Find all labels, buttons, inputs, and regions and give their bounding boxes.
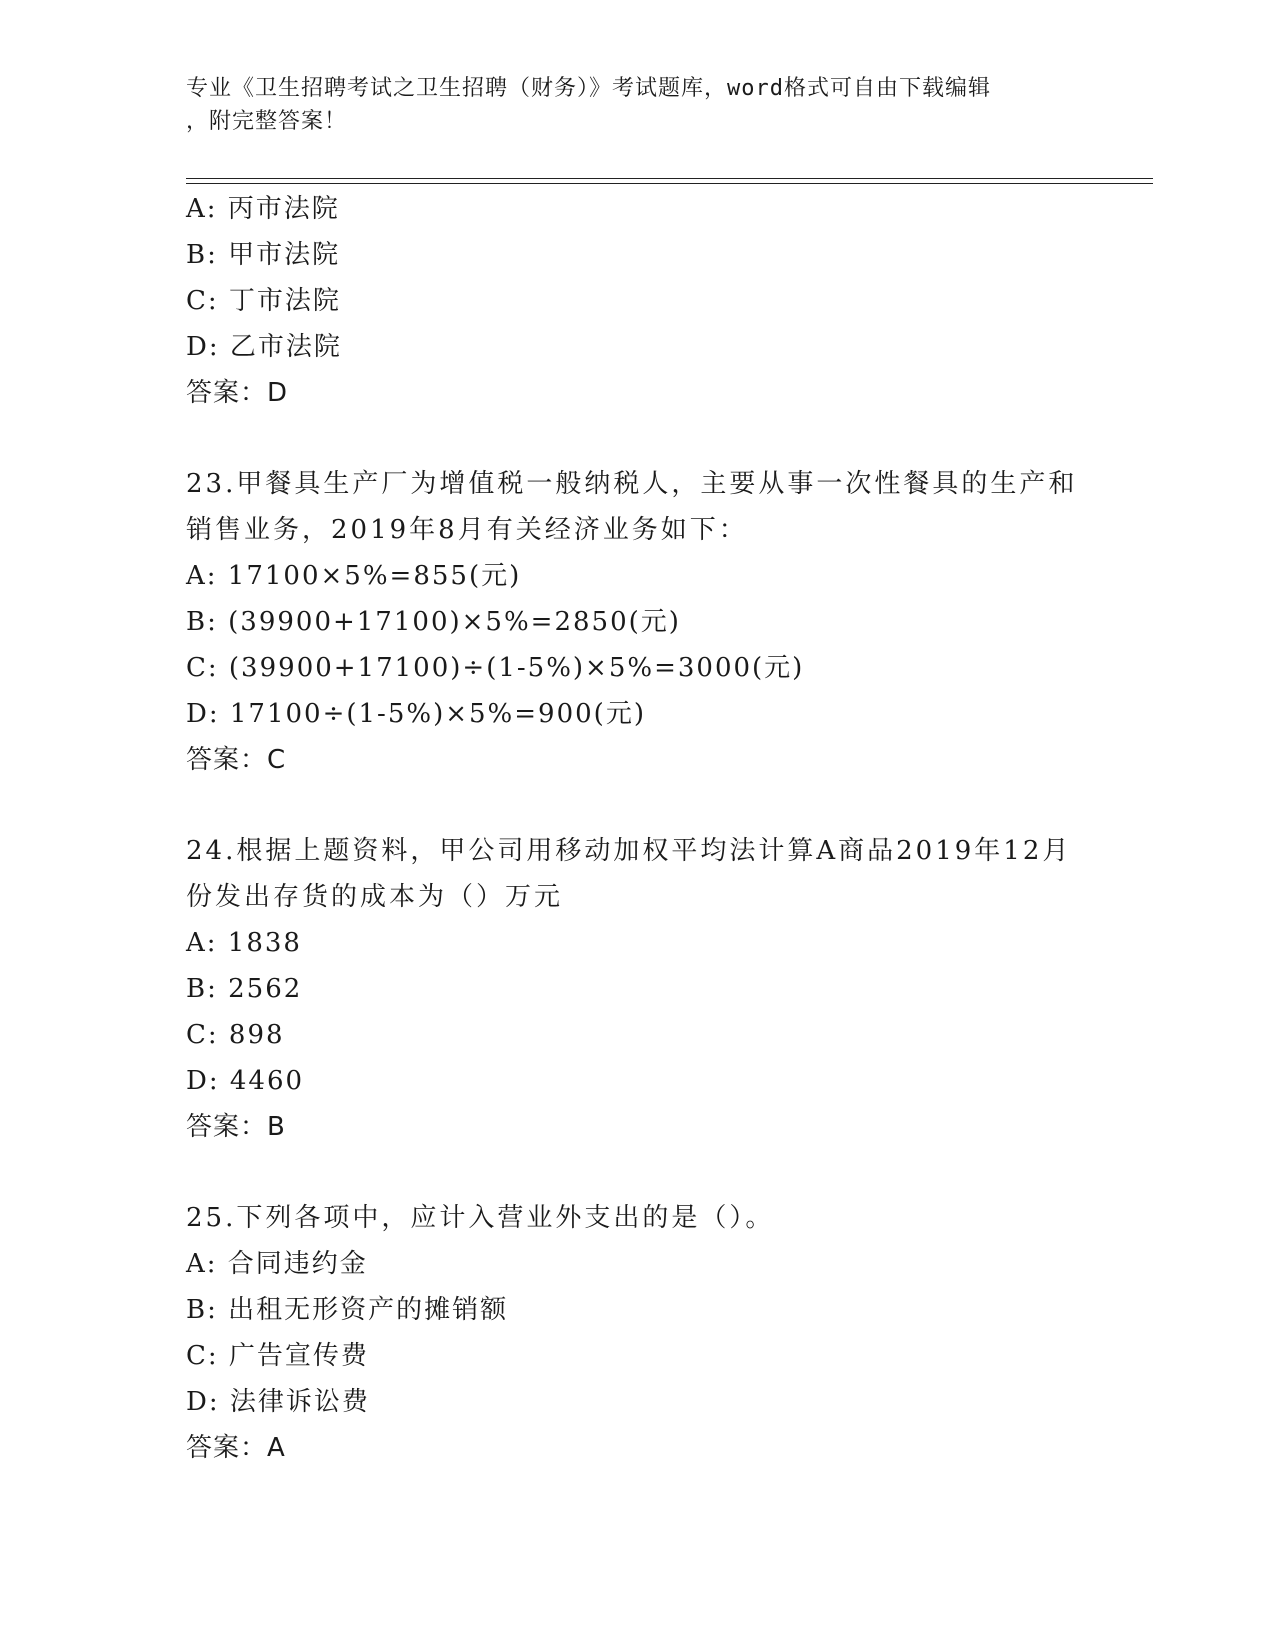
option-a: A: 1838 (186, 928, 302, 958)
question-24 (186, 828, 1086, 1150)
option-a: A: 17100×5%=855(元) (186, 561, 522, 591)
spacer (186, 1150, 1086, 1195)
question-stem-line1: 25.下列各项中，应计入营业外支出的是（）。 (186, 1203, 775, 1233)
option-d: D: 法律诉讼费 (186, 1387, 370, 1417)
option-d: D: 4460 (186, 1066, 305, 1096)
header-divider-bottom (186, 183, 1153, 184)
option-d: D: 17100÷(1-5%)×5%=900(元) (186, 699, 646, 729)
option-c: C: 丁市法院 (186, 286, 341, 316)
question-stem-line1: 24.根据上题资料，甲公司用移动加权平均法计算A商品2019年12月 (186, 836, 1072, 866)
option-d: D: 乙市法院 (186, 332, 342, 362)
question-stem-line2: 份发出存货的成本为（）万元 (186, 882, 564, 912)
header-title-line1: 专业《卫生招聘考试之卫生招聘（财务）》考试题库，word格式可自由下载编辑 (186, 76, 991, 101)
question-22 (186, 186, 1086, 416)
spacer (186, 416, 1086, 461)
question-25 (186, 1195, 1086, 1471)
question-23 (186, 461, 1086, 783)
option-b: B: 出租无形资产的摊销额 (186, 1295, 509, 1325)
answer-line: 答案：B (186, 1112, 286, 1142)
header-divider-top (186, 178, 1153, 179)
option-b: B: (39900+17100)×5%=2850(元) (186, 607, 681, 637)
question-stem-line2: 销售业务，2019年8月有关经济业务如下： (186, 515, 748, 545)
option-b: B: 甲市法院 (186, 240, 341, 270)
spacer (186, 783, 1086, 828)
option-a: A: 合同违约金 (186, 1249, 368, 1279)
option-c: C: (39900+17100)÷(1-5%)×5%=3000(元) (186, 653, 805, 683)
option-a: A: 丙市法院 (186, 194, 340, 224)
question-list (186, 186, 1086, 1471)
option-b: B: 2562 (186, 974, 303, 1004)
question-stem-line1: 23.甲餐具生产厂为增值税一般纳税人，主要从事一次性餐具的生产和 (186, 469, 1078, 499)
header-title-line2: ，附完整答案！ (186, 109, 348, 134)
answer-line: 答案：A (186, 1433, 286, 1463)
option-c: C: 广告宣传费 (186, 1341, 369, 1371)
answer-line: 答案：C (186, 745, 287, 775)
page-header (186, 72, 1066, 138)
answer-line: 答案：D (186, 378, 289, 408)
option-c: C: 898 (186, 1020, 285, 1050)
